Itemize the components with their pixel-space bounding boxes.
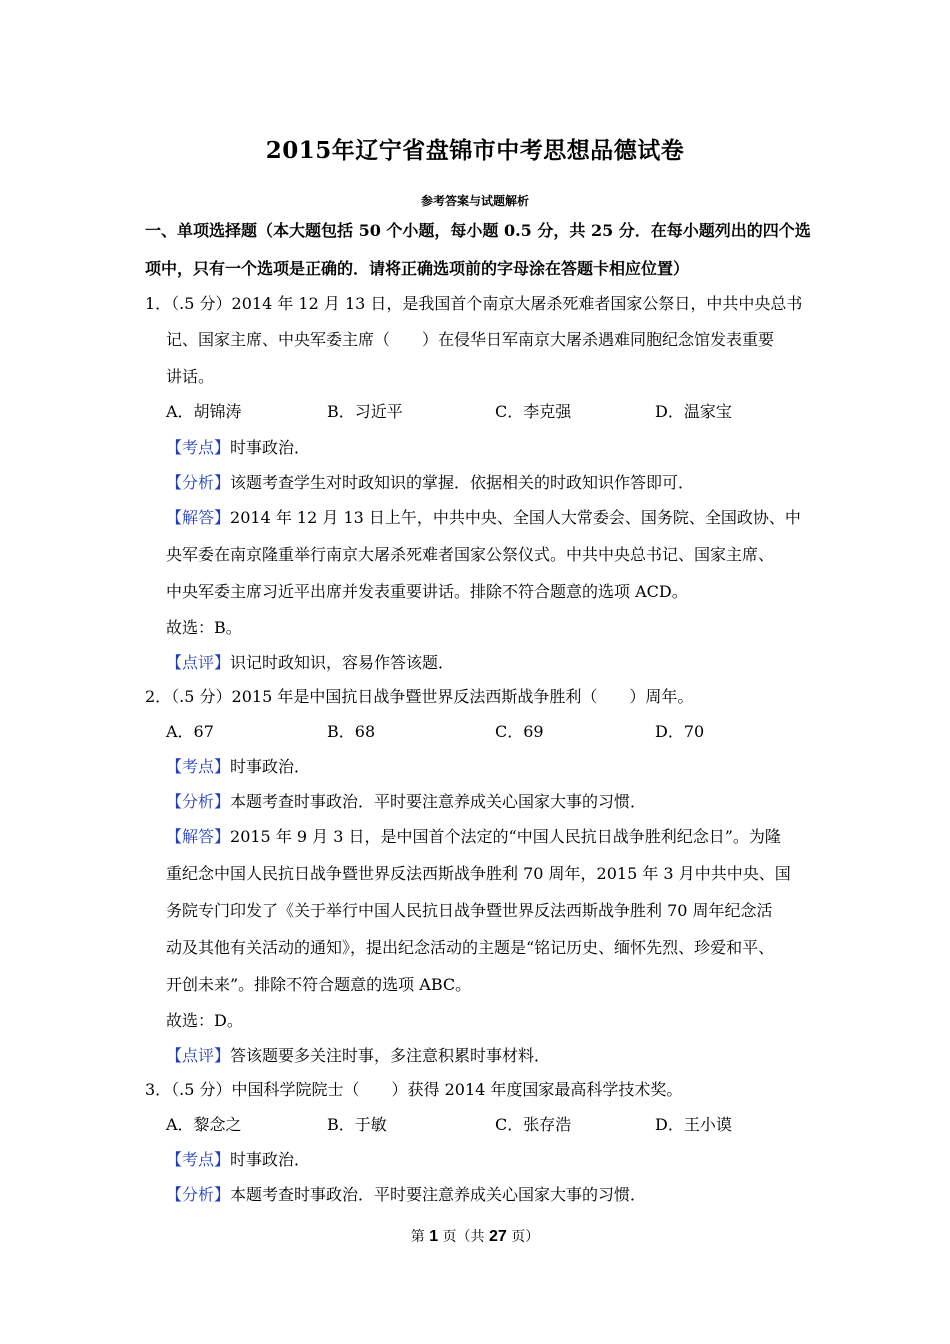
q1-dianping-text: 识记时政知识，容易作答该题． [230, 653, 455, 672]
footer-prefix: 第 [410, 1229, 425, 1245]
jieda-tag: 【解答】 [166, 508, 231, 527]
q2-dianping [166, 1045, 550, 1067]
section-heading-line-1: 一、单项选择题（本大题包括 50 个小题，每小题 0.5 分，共 25 分．在每小题列出的四个选 [145, 221, 811, 240]
q1-stem-line-3: 讲话。 [166, 367, 215, 386]
q2-jieda-line-3: 务院专门印发了《关于举行中国人民抗日战争暨世界反法西斯战争胜利 70 周年纪念活 [166, 901, 773, 920]
q3-fenxi-text: 本题考查时事政治．平时要注意养成关心国家大事的习惯． [230, 1185, 647, 1204]
q3-kaodian [166, 1149, 310, 1171]
q2-jieda-line-2: 重纪念中国人民抗日战争暨世界反法西斯战争胜利 70 周年，2015 年 3 月中共中央、国 [166, 864, 791, 883]
footer-suffix: 页） [511, 1229, 540, 1245]
page-subtitle: 参考答案与试题解析 [420, 194, 529, 208]
q1-option-c: C．李克强 [495, 402, 572, 421]
footer-page-number: 1 [429, 1228, 439, 1245]
kaodian-tag: 【考点】 [166, 757, 231, 776]
q2-dianping-text: 答该题要多关注时事，多注意积累时事材料． [230, 1046, 551, 1065]
q3-fenxi [166, 1184, 646, 1206]
q1-jieda-line-1 [166, 507, 801, 529]
jieda-tag: 【解答】 [166, 827, 231, 846]
q1-dianping [166, 652, 454, 674]
q2-option-a: A．67 [166, 722, 214, 741]
q1-answer: 故选：B。 [166, 618, 242, 637]
q3-option-d: D．王小谟 [655, 1115, 732, 1134]
dianping-tag: 【点评】 [166, 1046, 231, 1065]
q1-option-a: A．胡锦涛 [166, 402, 242, 421]
q1-kaodian-text: 时事政治． [230, 438, 311, 457]
q2-fenxi [166, 791, 646, 813]
kaodian-tag: 【考点】 [166, 1150, 231, 1169]
q1-stem-line-1: 1．（.5 分）2014 年 12 月 13 日，是我国首个南京大屠杀死难者国家公祭日，中共中央总书 [145, 294, 803, 313]
q1-jieda-line-2: 央军委在南京隆重举行南京大屠杀死难者国家公祭仪式。中共中央总书记、国家主席、 [166, 545, 775, 564]
q2-stem: 2．（.5 分）2015 年是中国抗日战争暨世界反法西斯战争胜利（ ）周年。 [145, 687, 694, 706]
q2-option-b: B．68 [327, 722, 376, 741]
q2-jieda-line-4: 动及其他有关活动的通知》，提出纪念活动的主题是“铭记历史、缅怀先烈、珍爱和平、 [166, 938, 775, 957]
q2-kaodian [166, 756, 310, 778]
fenxi-tag: 【分析】 [166, 792, 231, 811]
q3-option-a: A．黎念之 [166, 1115, 242, 1134]
q2-fenxi-text: 本题考查时事政治．平时要注意养成关心国家大事的习惯． [230, 792, 647, 811]
q2-answer: 故选：D。 [166, 1011, 243, 1030]
dianping-tag: 【点评】 [166, 653, 231, 672]
q1-kaodian [166, 437, 310, 459]
q1-jieda-text-1: 2014 年 12 月 13 日上午，中共中央、全国人大常委会、国务院、全国政协、中 [230, 508, 801, 527]
q2-option-c: C．69 [495, 722, 544, 741]
q3-stem: 3．（.5 分）中国科学院院士（ ）获得 2014 年度国家最高科学技术奖。 [145, 1080, 683, 1099]
q1-stem-line-2: 记、国家主席、中央军委主席（ ）在侵华日军南京大屠杀遇难同胞纪念馆发表重要 [166, 330, 775, 349]
kaodian-tag: 【考点】 [166, 438, 231, 457]
q1-fenxi [166, 472, 694, 494]
q1-jieda-line-3: 中央军委主席习近平出席并发表重要讲话。排除不符合题意的选项 ACD。 [166, 582, 688, 601]
q2-jieda-line-5: 开创未来”。排除不符合题意的选项 ABC。 [166, 975, 472, 994]
q2-kaodian-text: 时事政治． [230, 757, 311, 776]
q3-option-b: B．于敏 [327, 1115, 387, 1134]
q2-jieda-text-1: 2015 年 9 月 3 日，是中国首个法定的“中国人民抗日战争胜利纪念日”。为隆 [230, 827, 781, 846]
q3-option-c: C．张存浩 [495, 1115, 572, 1134]
q1-fenxi-text: 该题考查学生对时政知识的掌握．依据相关的时政知识作答即可． [230, 473, 695, 492]
q1-option-d: D．温家宝 [655, 402, 732, 421]
q2-option-d: D．70 [655, 722, 705, 741]
footer-total-pages: 27 [489, 1228, 507, 1245]
q3-kaodian-text: 时事政治． [230, 1150, 311, 1169]
footer-middle: 页（共 [442, 1229, 485, 1245]
page-footer [0, 1226, 950, 1246]
q1-option-b: B．习近平 [327, 402, 403, 421]
page-title: 2015年辽宁省盘锦市中考思想品德试卷 [265, 137, 685, 164]
section-heading-line-2: 项中，只有一个选项是正确的．请将正确选项前的字母涂在答题卡相应位置） [145, 259, 690, 278]
fenxi-tag: 【分析】 [166, 1185, 231, 1204]
fenxi-tag: 【分析】 [166, 473, 231, 492]
q2-jieda-line-1 [166, 826, 781, 848]
